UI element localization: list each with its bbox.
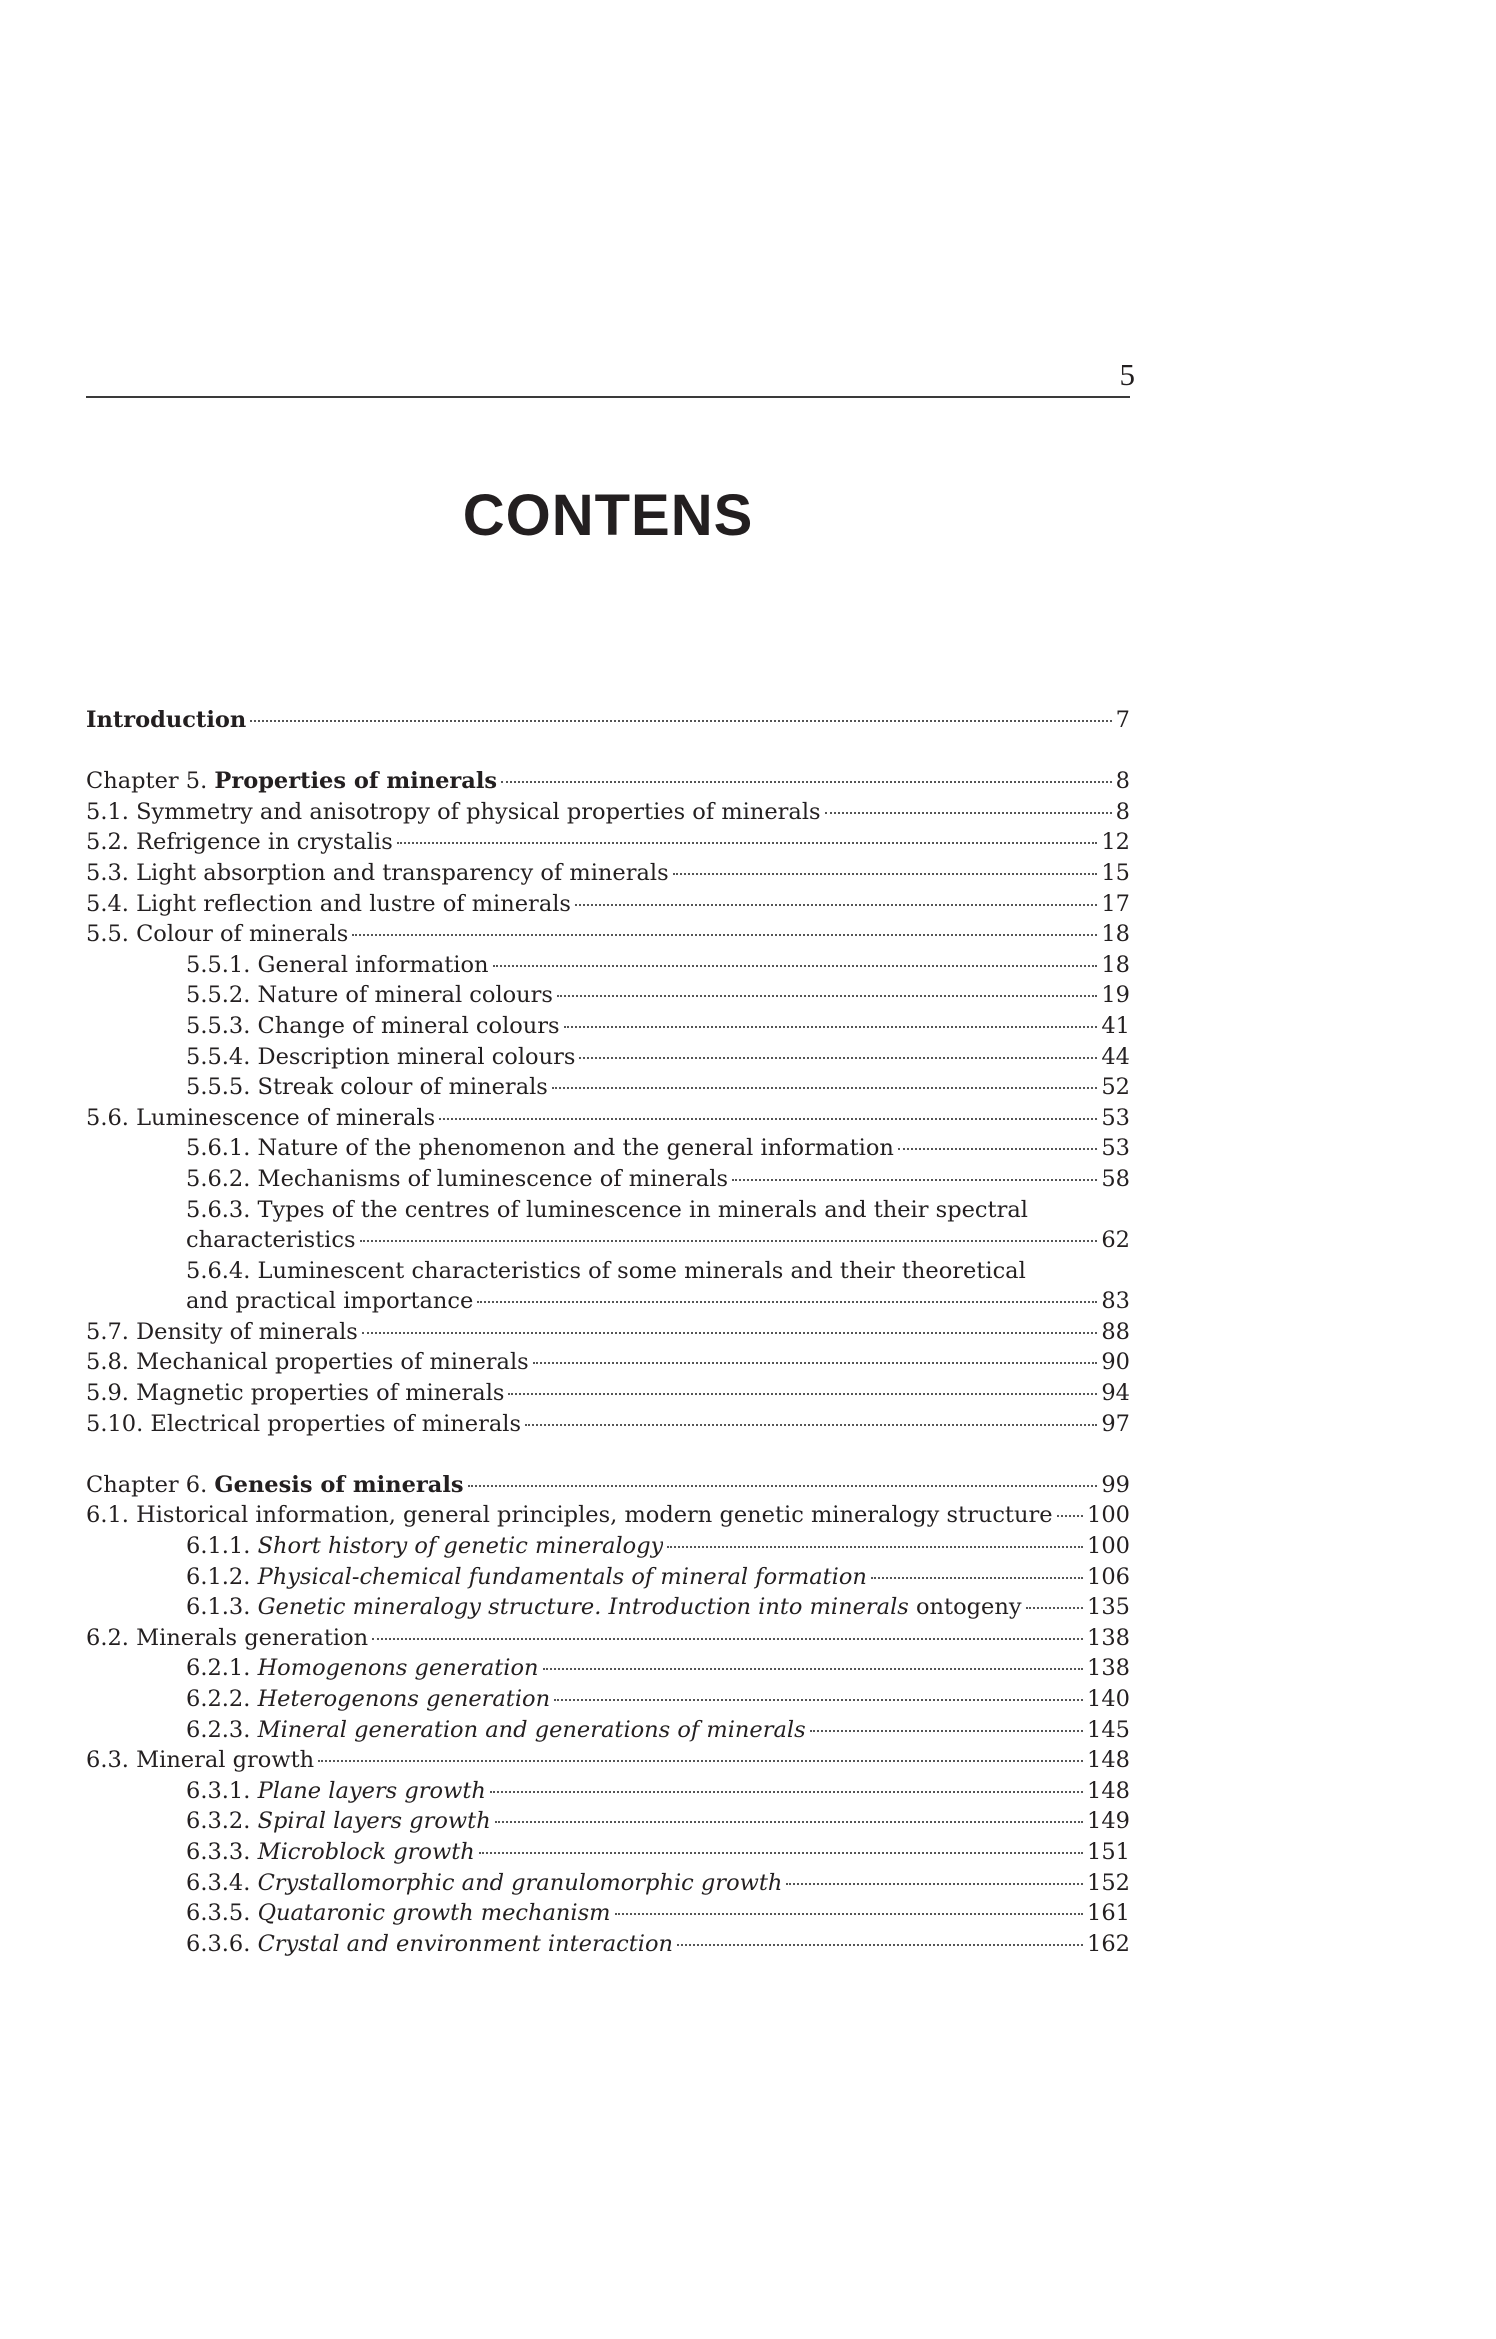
toc-entry-5-5-5[interactable] <box>86 1072 1130 1103</box>
chapter-prefix: Chapter 5. <box>86 768 215 795</box>
section-title: Crystal and environment interaction <box>257 1930 673 1957</box>
dot-leader <box>525 1424 1097 1426</box>
toc-entry-6-1-1[interactable] <box>86 1531 1130 1562</box>
toc-entry-label: 5.5.2. Nature of mineral colours <box>186 982 553 1009</box>
dot-leader <box>360 1240 1098 1242</box>
toc-entry-label <box>186 1592 1022 1623</box>
section-number: 6.1.1. <box>186 1533 258 1560</box>
toc-entry-6-3-2[interactable] <box>86 1806 1130 1837</box>
toc-page-number: 18 <box>1101 951 1130 978</box>
toc-entry-5-4[interactable] <box>86 889 1130 920</box>
section-title: Homogenons generation <box>257 1655 539 1682</box>
section-title: Physical-chemical fundamentals of mineral formation <box>257 1563 867 1590</box>
section-number: 6.2.3. <box>186 1716 258 1743</box>
section-number: 6.3.1. <box>186 1777 258 1804</box>
section-number: 6.1.3. <box>186 1594 258 1621</box>
dot-leader <box>250 720 1111 722</box>
toc-page-number: 148 <box>1087 1777 1130 1804</box>
dot-leader <box>439 1118 1097 1120</box>
section-title: Genetic mineralogy structure. Introduction into minerals <box>257 1594 909 1621</box>
dot-leader <box>468 1485 1098 1487</box>
toc-entry-label: 5.5.4. Description mineral colours <box>186 1043 576 1070</box>
dot-leader <box>615 1913 1084 1915</box>
toc-entry-5-6-3-line-1[interactable] <box>86 1195 1130 1226</box>
toc-entry-6-1-2[interactable] <box>86 1562 1130 1593</box>
toc-entry-6-3-3[interactable] <box>86 1837 1130 1868</box>
toc-entry-5-9[interactable] <box>86 1378 1130 1409</box>
section-title-tail: ontogeny <box>908 1594 1022 1621</box>
header-rule <box>86 396 1130 398</box>
toc-page-number: 8 <box>1115 768 1130 795</box>
section-title: Crystallomorphic and granulomorphic growth <box>257 1869 783 1896</box>
toc-page-number: 100 <box>1087 1502 1130 1529</box>
toc-entry-label-continued: and practical importance <box>186 1288 474 1315</box>
toc-entry-6-2-2[interactable] <box>86 1684 1130 1715</box>
table-of-contents <box>86 705 1130 1959</box>
toc-entry-5-6[interactable] <box>86 1103 1130 1134</box>
toc-entry-6-1-3[interactable] <box>86 1592 1130 1623</box>
toc-entry-5-6-3-line-2[interactable] <box>86 1225 1130 1256</box>
dot-leader <box>1026 1607 1084 1609</box>
toc-page-number: 161 <box>1087 1900 1130 1927</box>
toc-page-number: 8 <box>1115 798 1130 825</box>
toc-entry-label <box>86 766 497 797</box>
toc-entry-label: 5.2. Refrigence in crystalis <box>86 829 393 856</box>
toc-entry-chapter-5[interactable] <box>86 766 1130 797</box>
toc-entry-5-5-4[interactable] <box>86 1042 1130 1073</box>
chapter-title: Properties of minerals <box>214 768 498 795</box>
toc-entry-6-3[interactable] <box>86 1745 1130 1776</box>
toc-entry-5-1[interactable] <box>86 797 1130 828</box>
toc-page-number: 12 <box>1101 829 1130 856</box>
toc-entry-label: 5.6. Luminescence of minerals <box>86 1104 436 1131</box>
section-number: 6.3.2. <box>186 1808 258 1835</box>
toc-page-number: 53 <box>1101 1104 1130 1131</box>
toc-entry-label: 6.2. Minerals generation <box>86 1624 369 1651</box>
toc-page-number: 135 <box>1087 1594 1130 1621</box>
toc-page-number: 97 <box>1101 1410 1130 1437</box>
dot-leader <box>543 1668 1084 1670</box>
section-number: 6.2.1. <box>186 1655 258 1682</box>
dot-leader <box>479 1852 1083 1854</box>
toc-page-number: 53 <box>1101 1135 1130 1162</box>
page-title: CONTENS <box>462 483 754 548</box>
dot-leader <box>318 1760 1083 1762</box>
toc-entry-chapter-6[interactable] <box>86 1470 1130 1501</box>
toc-page-number: 138 <box>1087 1655 1130 1682</box>
toc-page-number: 88 <box>1101 1318 1130 1345</box>
toc-page-number: 106 <box>1087 1563 1130 1590</box>
toc-page-number: 7 <box>1115 707 1130 733</box>
toc-entry-6-3-4[interactable] <box>86 1868 1130 1899</box>
toc-page-number: 19 <box>1101 982 1130 1009</box>
dot-leader <box>575 904 1097 906</box>
toc-entry-label <box>186 1868 782 1899</box>
page-number: 5 <box>1119 357 1135 392</box>
toc-entry-5-5[interactable] <box>86 919 1130 950</box>
toc-entry-label: 5.4. Light reflection and lustre of minerals <box>86 890 571 917</box>
toc-entry-label <box>186 1837 475 1868</box>
toc-entry-6-2[interactable] <box>86 1623 1130 1654</box>
toc-entry-label: 5.8. Mechanical properties of minerals <box>86 1349 529 1376</box>
toc-page-number: 138 <box>1087 1624 1130 1651</box>
toc-entry-label: 5.6.4. Luminescent characteristics of some minerals and their theoretical <box>186 1257 1026 1284</box>
toc-page-number: 83 <box>1101 1288 1130 1315</box>
toc-page-number: 41 <box>1101 1012 1130 1039</box>
toc-page-number: 149 <box>1087 1808 1130 1835</box>
toc-page-number: 99 <box>1101 1471 1130 1498</box>
dot-leader <box>493 965 1098 967</box>
dot-leader <box>810 1730 1083 1732</box>
dot-leader <box>495 1821 1083 1823</box>
section-title: Mineral generation and generations of minerals <box>257 1716 806 1743</box>
toc-entry-5-6-4-line-1[interactable] <box>86 1256 1130 1287</box>
dot-leader <box>508 1393 1097 1395</box>
toc-entry-label: 5.5.1. General information <box>186 951 489 978</box>
toc-entry-label: 5.3. Light absorption and transparency of minerals <box>86 859 669 886</box>
toc-entry-6-3-1[interactable] <box>86 1776 1130 1807</box>
section-title: Spiral layers growth <box>257 1808 491 1835</box>
dot-leader <box>871 1577 1083 1579</box>
dot-leader <box>477 1301 1097 1303</box>
toc-entry-label <box>186 1806 491 1837</box>
section-title: Microblock growth <box>257 1838 475 1865</box>
toc-entry-5-6-2[interactable] <box>86 1164 1130 1195</box>
section-title: Plane layers growth <box>257 1777 486 1804</box>
dot-leader <box>557 995 1097 997</box>
dot-leader <box>677 1944 1083 1946</box>
toc-page-number: 148 <box>1087 1747 1130 1774</box>
toc-entry-label: 5.5. Colour of minerals <box>86 921 349 948</box>
toc-entry-introduction[interactable] <box>86 705 1130 736</box>
toc-page-number: 90 <box>1101 1349 1130 1376</box>
toc-entry-label <box>186 1929 673 1960</box>
toc-entry-label <box>186 1898 611 1929</box>
section-title: Heterogenons generation <box>257 1686 551 1712</box>
toc-page-number: 94 <box>1101 1380 1130 1407</box>
toc-page-number: 152 <box>1087 1869 1130 1896</box>
toc-page-number: 18 <box>1101 921 1130 948</box>
toc-entry-label <box>186 1684 550 1715</box>
section-number: 6.2.2. <box>186 1686 258 1712</box>
dot-leader <box>732 1179 1097 1181</box>
toc-entry-label: Introduction <box>86 707 247 733</box>
dot-leader <box>564 1026 1098 1028</box>
dot-leader <box>490 1791 1083 1793</box>
toc-page-number: 44 <box>1101 1043 1130 1070</box>
section-title: Short history of genetic mineralogy <box>257 1533 664 1560</box>
toc-entry-label: 5.5.3. Change of mineral colours <box>186 1012 560 1039</box>
toc-entry-label <box>186 1776 486 1807</box>
section-number: 6.3.3. <box>186 1838 258 1865</box>
toc-entry-label: 5.9. Magnetic properties of minerals <box>86 1380 505 1407</box>
toc-entry-5-6-4-line-2[interactable] <box>86 1286 1130 1317</box>
toc-page-number: 100 <box>1087 1533 1130 1560</box>
dot-leader <box>898 1148 1097 1150</box>
dot-leader <box>397 842 1098 844</box>
section-number: 6.3.6. <box>186 1930 258 1957</box>
toc-page-number: 52 <box>1101 1074 1130 1101</box>
toc-entry-label <box>186 1562 867 1593</box>
dot-leader <box>554 1699 1083 1701</box>
toc-entry-5-10[interactable] <box>86 1409 1130 1440</box>
toc-entry-label: 5.5.5. Streak colour of minerals <box>186 1074 548 1101</box>
dot-leader <box>667 1546 1083 1548</box>
toc-entry-label: 6.3. Mineral growth <box>86 1747 315 1774</box>
toc-entry-5-3[interactable] <box>86 858 1130 889</box>
toc-entry-label: 5.6.3. Types of the centres of luminescence in minerals and their spectral <box>186 1196 1028 1223</box>
toc-entry-label <box>186 1715 806 1746</box>
toc-page-number: 140 <box>1087 1686 1130 1712</box>
chapter-title: Genesis of minerals <box>214 1471 464 1498</box>
toc-page-number: 151 <box>1087 1838 1130 1865</box>
toc-entry-5-2[interactable] <box>86 827 1130 858</box>
dot-leader <box>552 1087 1098 1089</box>
dot-leader <box>825 812 1112 814</box>
toc-page-number: 145 <box>1087 1716 1130 1743</box>
toc-entry-label <box>186 1531 663 1562</box>
toc-entry-6-2-3[interactable] <box>86 1715 1130 1746</box>
toc-entry-label <box>86 1470 464 1501</box>
toc-entry-label: 5.7. Density of minerals <box>86 1318 358 1345</box>
toc-entry-label <box>186 1653 539 1684</box>
toc-entry-6-3-5[interactable] <box>86 1898 1130 1929</box>
dot-leader <box>501 781 1112 783</box>
chapter-prefix: Chapter 6. <box>86 1471 215 1498</box>
dot-leader <box>673 873 1098 875</box>
dot-leader <box>1057 1515 1084 1517</box>
dot-leader <box>362 1332 1098 1334</box>
section-number: 6.3.4. <box>186 1869 258 1896</box>
toc-entry-5-5-1[interactable] <box>86 950 1130 981</box>
toc-entry-label: 5.6.1. Nature of the phenomenon and the general information <box>186 1135 894 1162</box>
toc-entry-label-continued: characteristics <box>186 1227 356 1254</box>
toc-entry-label: 5.6.2. Mechanisms of luminescence of minerals <box>186 1165 729 1192</box>
section-number: 6.1.2. <box>186 1563 258 1590</box>
toc-entry-6-3-6[interactable] <box>86 1929 1130 1960</box>
section-number: 6.3.5. <box>186 1900 258 1927</box>
toc-page-number: 162 <box>1087 1930 1130 1957</box>
toc-entry-5-5-3[interactable] <box>86 1011 1130 1042</box>
toc-entry-label: 5.10. Electrical properties of minerals <box>86 1410 522 1437</box>
section-title: Quataronic growth mechanism <box>257 1900 611 1927</box>
toc-entry-5-8[interactable] <box>86 1347 1130 1378</box>
toc-entry-5-6-1[interactable] <box>86 1133 1130 1164</box>
dot-leader <box>579 1057 1097 1059</box>
toc-page-number: 15 <box>1101 859 1130 886</box>
toc-entry-5-5-2[interactable] <box>86 980 1130 1011</box>
toc-page-number: 17 <box>1101 890 1130 917</box>
toc-entry-label: 5.1. Symmetry and anisotropy of physical properties of minerals <box>86 798 821 825</box>
dot-leader <box>533 1362 1098 1364</box>
toc-entry-6-1[interactable] <box>86 1500 1130 1531</box>
dot-leader <box>372 1638 1083 1640</box>
toc-entry-6-2-1[interactable] <box>86 1653 1130 1684</box>
toc-entry-5-7[interactable] <box>86 1317 1130 1348</box>
toc-entry-label: 6.1. Historical information, general principles, modern genetic mineralogy structure <box>86 1502 1053 1529</box>
dot-leader <box>352 934 1097 936</box>
dot-leader <box>786 1883 1083 1885</box>
toc-page-number: 62 <box>1101 1227 1130 1254</box>
toc-page-number: 58 <box>1101 1165 1130 1192</box>
